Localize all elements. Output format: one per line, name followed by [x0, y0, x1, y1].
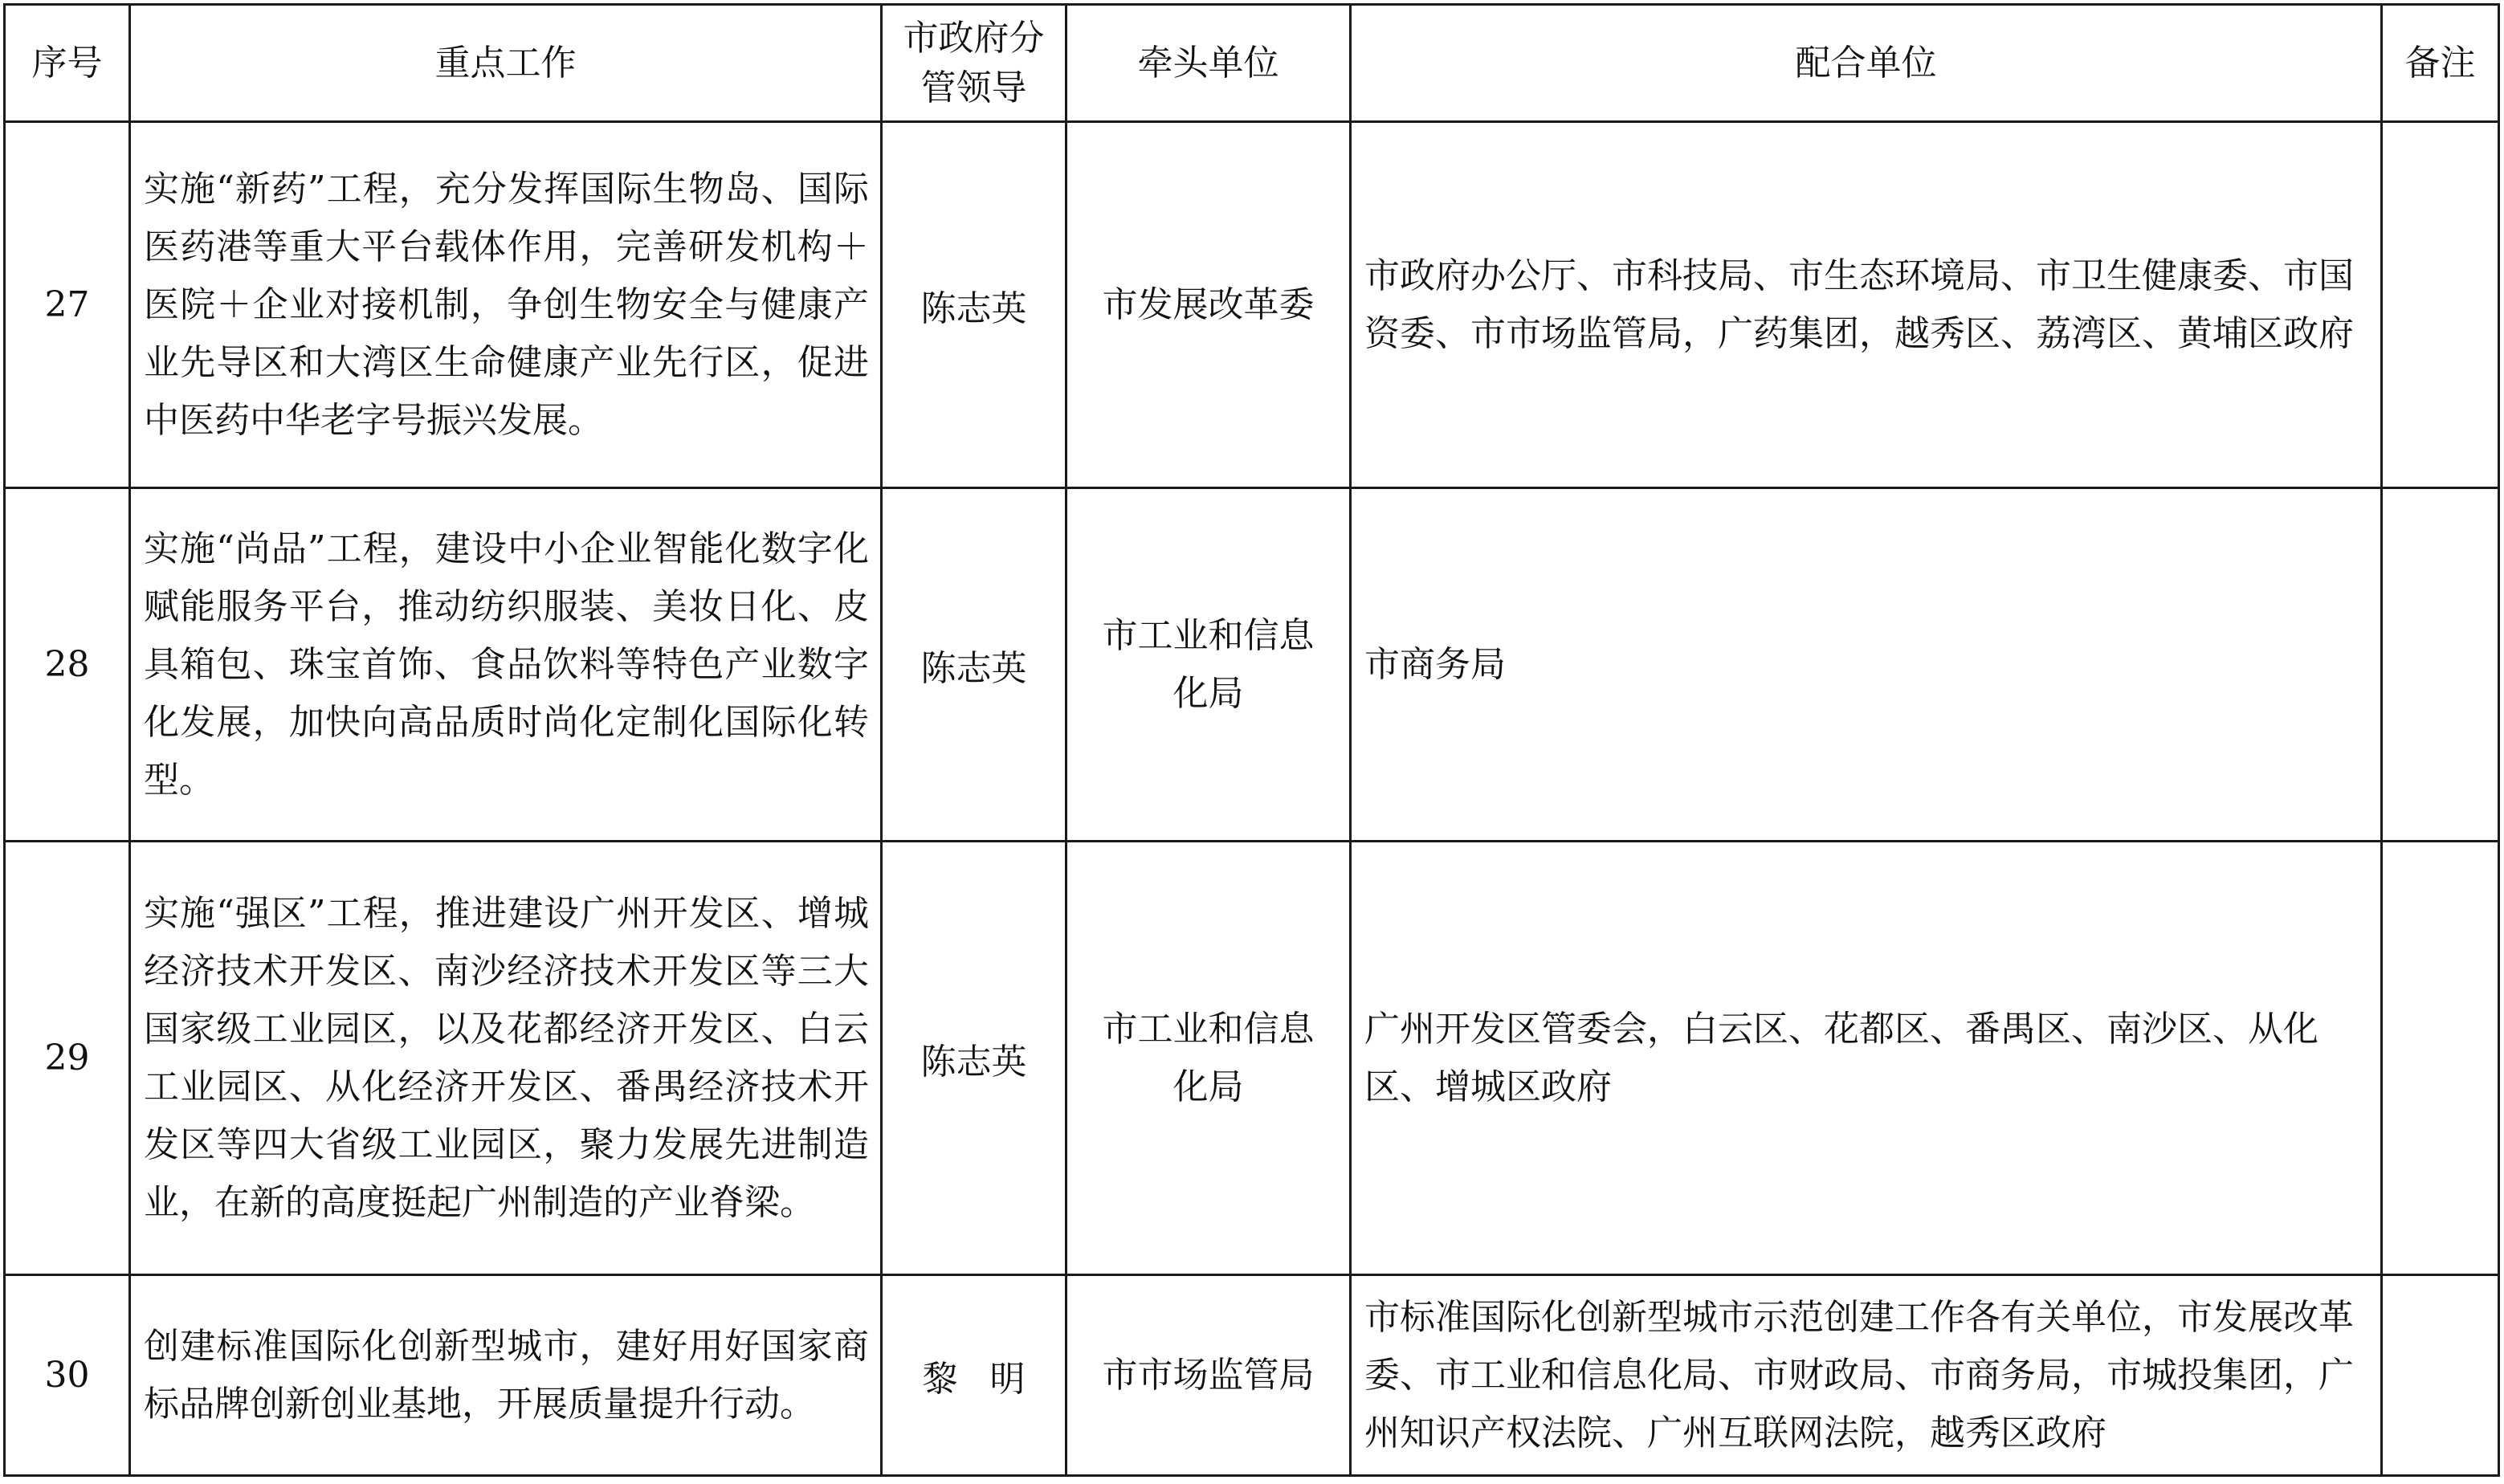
note	[2382, 488, 2499, 842]
lead-unit: 市工业和信息化局	[1066, 488, 1351, 842]
lead-unit: 市市场监管局	[1066, 1275, 1351, 1476]
coop-units: 市政府办公厅、市科技局、市生态环境局、市卫生健康委、市国资委、市市场监管局，广药集团，越秀区、荔湾区、黄埔区政府	[1351, 122, 2382, 488]
leader-name: 陈志英	[882, 488, 1066, 842]
lead-unit: 市工业和信息化局	[1066, 842, 1351, 1275]
header-num: 序号	[5, 5, 130, 122]
coop-units: 广州开发区管委会，白云区、花都区、番禺区、南沙区、从化区、增城区政府	[1351, 842, 2382, 1275]
header-coop-units: 配合单位	[1351, 5, 2382, 122]
coop-units: 市商务局	[1351, 488, 2382, 842]
row-number: 30	[5, 1275, 130, 1476]
note	[2382, 122, 2499, 488]
note	[2382, 842, 2499, 1275]
row-number: 27	[5, 122, 130, 488]
row-number: 28	[5, 488, 130, 842]
lead-unit: 市发展改革委	[1066, 122, 1351, 488]
header-note: 备注	[2382, 5, 2499, 122]
row-number: 29	[5, 842, 130, 1275]
header-leader: 市政府分管领导	[882, 5, 1066, 122]
work-task-table	[3, 3, 2500, 1477]
task-description: 实施“尚品”工程，建设中小企业智能化数字化赋能服务平台，推动纺织服装、美妆日化、皮具箱包、珠宝首饰、食品饮料等特色产业数字化发展，加快向高品质时尚化定制化国际化转型。	[130, 488, 882, 842]
coop-units: 市标准国际化创新型城市示范创建工作各有关单位，市发展改革委、市工业和信息化局、市财政局、市商务局，市城投集团，广州知识产权法院、广州互联网法院，越秀区政府	[1351, 1275, 2382, 1476]
table-row	[5, 842, 2499, 1275]
leader-name: 陈志英	[882, 122, 1066, 488]
task-description: 实施“强区”工程，推进建设广州开发区、增城经济技术开发区、南沙经济技术开发区等三大国家级工业园区，以及花都经济开发区、白云工业园区、从化经济开发区、番禺经济技术开发区等四大省级工业园区，聚力发展先进制造业，在新的高度挺起广州制造的产业脊梁。	[130, 842, 882, 1275]
note	[2382, 1275, 2499, 1476]
task-description: 实施“新药”工程，充分发挥国际生物岛、国际医药港等重大平台载体作用，完善研发机构＋医院＋企业对接机制，争创生物安全与健康产业先导区和大湾区生命健康产业先行区，促进中医药中华老字号振兴发展。	[130, 122, 882, 488]
table-row	[5, 1275, 2499, 1476]
task-description: 创建标准国际化创新型城市，建好用好国家商标品牌创新创业基地，开展质量提升行动。	[130, 1275, 882, 1476]
leader-name: 黎明	[882, 1275, 1066, 1476]
table-row	[5, 122, 2499, 488]
leader-name: 陈志英	[882, 842, 1066, 1275]
header-task: 重点工作	[130, 5, 882, 122]
table-row	[5, 488, 2499, 842]
header-row	[5, 5, 2499, 122]
header-lead-unit: 牵头单位	[1066, 5, 1351, 122]
